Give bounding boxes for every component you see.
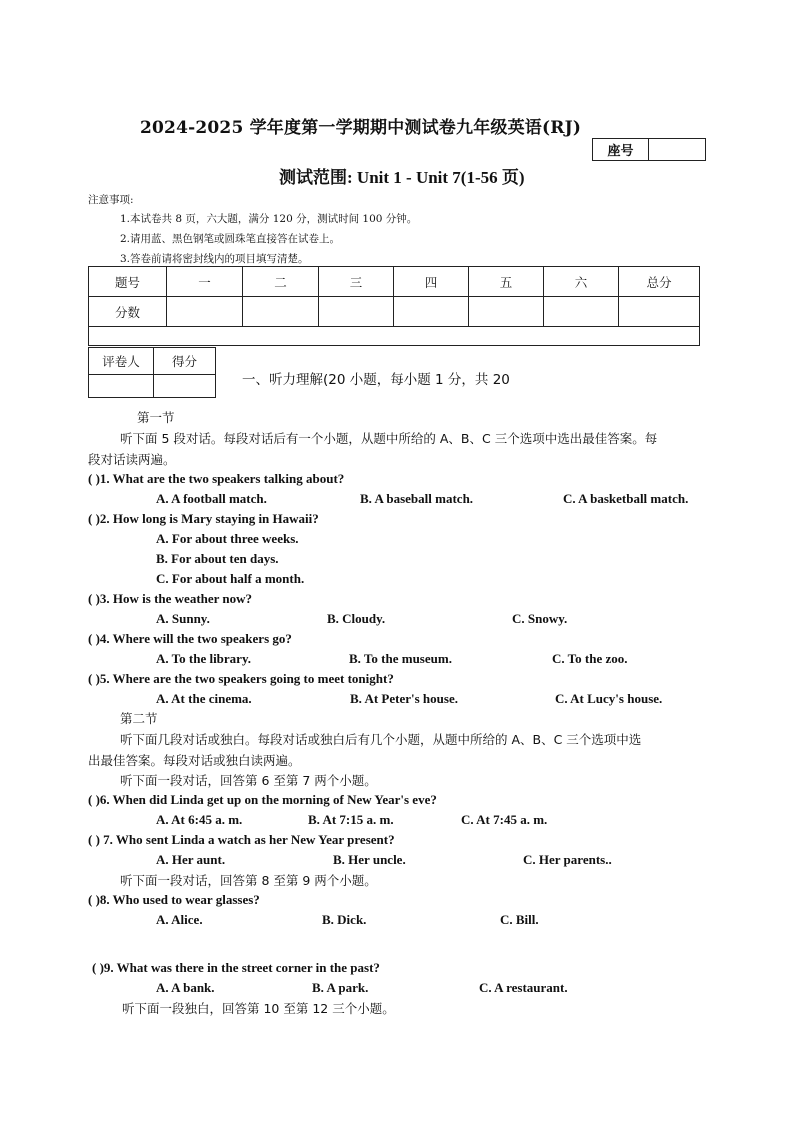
note-item: 3.答卷前请将密封线内的项目填写清楚。	[120, 253, 309, 265]
answer-option[interactable]: C. Her parents..	[523, 852, 612, 867]
notes-label: 注意事项:	[88, 194, 134, 206]
answer-option[interactable]: B. For about ten days.	[156, 551, 279, 566]
question-stem: ( )5. Where are the two speakers going to meet tonight?	[88, 671, 394, 686]
question-stem: ( )1. What are the two speakers talking about?	[88, 471, 345, 486]
part-instruction: 听下面几段对话或独白。每段对话或独白后有几个小题，从题中所给的 A、B、C 三个选项中选	[120, 732, 642, 747]
answer-option[interactable]: A. Sunny.	[156, 611, 210, 626]
score-table-header: 五	[469, 267, 544, 297]
seat-label: 座号	[593, 139, 649, 161]
score-cell[interactable]	[544, 297, 619, 327]
score-table-header-row	[89, 267, 700, 297]
answer-option[interactable]: A. At the cinema.	[156, 691, 252, 706]
test-scope: 测试范围: Unit 1 - Unit 7(1-56 页)	[279, 168, 525, 187]
answer-option[interactable]: B. To the museum.	[349, 651, 452, 666]
question-stem: ( ) 7. Who sent Linda a watch as her New Year present?	[88, 832, 395, 847]
grader-box	[88, 347, 216, 398]
answer-option[interactable]: B. A park.	[312, 980, 369, 995]
score-table-header: 三	[319, 267, 394, 297]
blank-cell	[89, 327, 700, 346]
part-instruction: 出最佳答案。每段对话或独白读两遍。	[88, 753, 301, 768]
score-row-label: 分数	[89, 297, 167, 327]
question-stem: ( )3. How is the weather now?	[88, 591, 253, 606]
score-cell[interactable]	[319, 297, 394, 327]
score-table	[88, 266, 700, 346]
part-instruction: 段对话读两遍。	[88, 452, 176, 467]
answer-option[interactable]: C. At Lucy's house.	[555, 691, 663, 706]
score-table-header: 总分	[619, 267, 700, 297]
seat-number-field[interactable]	[649, 139, 706, 161]
part-instruction: 听下面 5 段对话。每段对话后有一个小题，从题中所给的 A、B、C 三个选项中选出最佳答案。每	[120, 431, 658, 446]
score-field[interactable]	[154, 375, 216, 398]
answer-option[interactable]: B. Dick.	[322, 912, 367, 927]
answer-option[interactable]: A. For about three weeks.	[156, 531, 299, 546]
answer-option[interactable]: C. A basketball match.	[563, 491, 689, 506]
answer-option[interactable]: B. A baseball match.	[360, 491, 474, 506]
part-label: 第二节	[120, 711, 158, 726]
reviewer-label: 评卷人	[89, 348, 154, 375]
question-stem: ( )6. When did Linda get up on the morning of New Year's eve?	[88, 792, 437, 807]
section-heading: 一、听力理解(20 小题，每小题 1 分，共 20	[242, 372, 510, 388]
page-title: 2024-2025 学年度第一学期期中测试卷九年级英语(RJ)	[140, 118, 582, 138]
answer-option[interactable]: B. Cloudy.	[327, 611, 386, 626]
question-stem: ( )9. What was there in the street corner in the past?	[92, 960, 380, 975]
score-table-header: 题号	[89, 267, 167, 297]
reviewer-field[interactable]	[89, 375, 154, 398]
answer-option[interactable]: A. Alice.	[156, 912, 203, 927]
answer-option[interactable]: C. For about half a month.	[156, 571, 305, 586]
answer-option[interactable]: B. Her uncle.	[333, 852, 406, 867]
score-label: 得分	[154, 348, 216, 375]
part-label: 第一节	[137, 410, 175, 425]
answer-option[interactable]: A. Her aunt.	[156, 852, 226, 867]
answer-option[interactable]: C. At 7:45 a. m.	[461, 812, 548, 827]
score-table-header: 六	[544, 267, 619, 297]
score-cell[interactable]	[469, 297, 544, 327]
sub-instruction: 听下面一段独白，回答第 10 至第 12 三个小题。	[122, 1001, 395, 1016]
question-stem: ( )8. Who used to wear glasses?	[88, 892, 260, 907]
score-cell[interactable]	[394, 297, 469, 327]
score-table-header: 二	[243, 267, 319, 297]
score-cell[interactable]	[167, 297, 243, 327]
score-table-header: 一	[167, 267, 243, 297]
answer-option[interactable]: B. At 7:15 a. m.	[308, 812, 394, 827]
answer-option[interactable]: B. At Peter's house.	[350, 691, 458, 706]
answer-option[interactable]: C. A restaurant.	[479, 980, 568, 995]
answer-option[interactable]: C. To the zoo.	[552, 651, 628, 666]
score-table-score-row	[89, 297, 700, 327]
score-cell[interactable]	[619, 297, 700, 327]
question-stem: ( )4. Where will the two speakers go?	[88, 631, 292, 646]
answer-option[interactable]: C. Bill.	[500, 912, 539, 927]
note-item: 1.本试卷共 8 页，六大题，满分 120 分，测试时间 100 分钟。	[120, 213, 418, 225]
answer-option[interactable]: A. At 6:45 a. m.	[156, 812, 243, 827]
answer-option[interactable]: A. A bank.	[156, 980, 215, 995]
note-item: 2.请用蓝、黑色钢笔或圆珠笔直接答在试卷上。	[120, 233, 341, 245]
answer-option[interactable]: C. Snowy.	[512, 611, 568, 626]
score-table-header: 四	[394, 267, 469, 297]
score-table-blank-row	[89, 327, 700, 346]
seat-number-box	[592, 138, 706, 161]
answer-option[interactable]: A. A football match.	[156, 491, 267, 506]
question-stem: ( )2. How long is Mary staying in Hawaii?	[88, 511, 319, 526]
sub-instruction: 听下面一段对话，回答第 6 至第 7 两个小题。	[120, 773, 377, 788]
sub-instruction: 听下面一段对话，回答第 8 至第 9 两个小题。	[120, 873, 377, 888]
answer-option[interactable]: A. To the library.	[156, 651, 251, 666]
score-cell[interactable]	[243, 297, 319, 327]
